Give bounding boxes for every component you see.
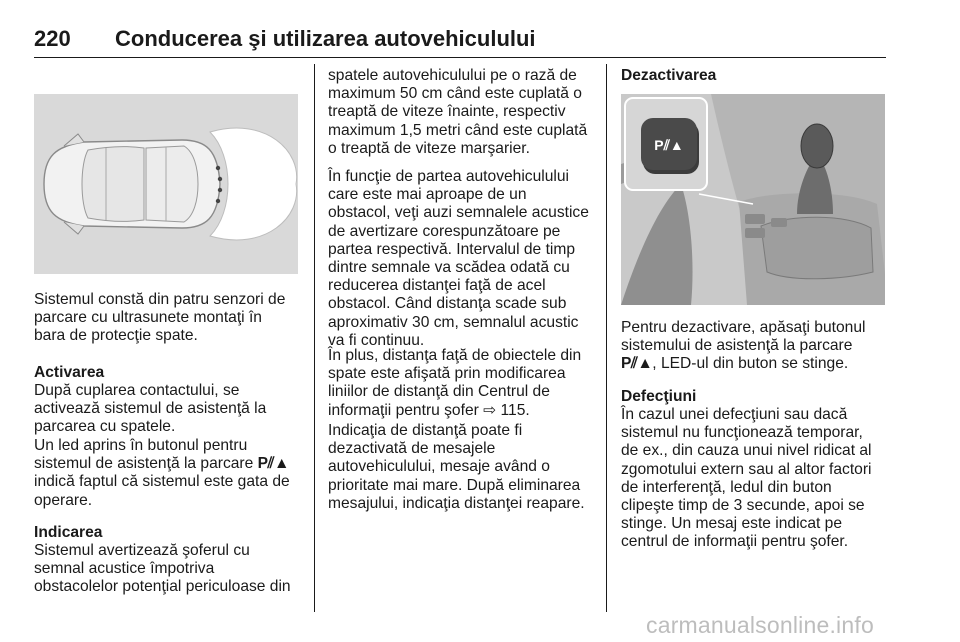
indication-paragraph: Sistemul avertizează şoferul cu semnal acustice împotriva obstacolelor potenţial periculoase din: [34, 542, 291, 596]
distance-indication-paragraph: Indicaţia de distanţă poate fi dezactivată de mesajele autovehiculului, mesaje având o prioritate mai mare. După eliminarea mesajului, indicaţia distanţei reapare.: [328, 422, 585, 512]
led-text-part2: indică faptul că sistemul este gata de operare.: [34, 473, 290, 509]
led-paragraph: [34, 437, 290, 510]
page-title: Conducerea şi utilizarea autovehiculului: [115, 26, 536, 51]
parking-sensor-illustration: [34, 94, 298, 274]
deactivation-paragraph: [621, 319, 865, 374]
page-header: [34, 24, 886, 58]
intro-paragraph: Sistemul constă din patru senzori de parcare cu ultrasunete montaţi în bara de protecţie spate.: [34, 291, 286, 345]
range-paragraph: spatele autovehiculului pe o rază de maximum 50 cm când este cuplată o treaptă de viteze înainte, respectiv maximum 1,5 metri când este cuplată o treaptă de viteze marşarier.: [328, 67, 588, 157]
column-divider-2: [606, 64, 607, 612]
led-text-part1: Un led aprins în butonul pentru sistemul de asistenţă la parcare: [34, 437, 258, 473]
column-divider-1: [314, 64, 315, 612]
dashboard-button-illustration: [621, 94, 885, 305]
activation-paragraph: După cuplarea contactului, se activează sistemul de asistenţă la parcarea cu spatele.: [34, 382, 267, 436]
page-number: 220: [34, 26, 71, 51]
faults-paragraph: În cazul unei defecţiuni sau dacă sistemul nu funcţionează temporar, de ex., din cauza unui nivel ridicat al zgomotului extern sau al altor factori de interferenţă, ledul din buton clipeşte timp de 3 secunde, apoi se stinge. Un mesaj este indicat pe centrul de informaţii pentru şofer.: [621, 406, 872, 551]
activation-heading: Activarea: [34, 364, 105, 381]
watermark: carmanualsonline.info: [646, 612, 874, 638]
deactivation-text-part2: , LED-ul din buton se stinge.: [652, 355, 849, 373]
faults-heading: Defecţiuni: [621, 388, 697, 405]
distance-display-paragraph: În plus, distanţa faţă de obiectele din spate este afişată prin modificarea liniilor de distanţă din Centrul de informaţii pentru şofer ⇨ 115.: [328, 347, 582, 419]
deactivation-text-part1: Pentru dezactivare, apăsaţi butonul sistemului de asistenţă la parcare: [621, 319, 866, 355]
park-assist-icon: P⫽▲: [257, 455, 289, 473]
indication-heading: Indicarea: [34, 524, 103, 541]
park-assist-icon-inline: P⫽▲: [621, 355, 653, 373]
deactivation-heading: Dezactivarea: [621, 67, 717, 84]
signals-paragraph: În funcţie de partea autovehiculului care este mai aproape de un obstacol, veţi auzi semnalele acustice de avertizare corespunzătoare pe partea respectivă. Intervalul de timp dintre semnale va scădea odată cu reducerea distanţei faţă de acel obstacol. Când distanţa scade sub aproximativ 30 cm, semnalul acustic va fi continuu.: [328, 168, 589, 349]
button-glyph: P⫽▲: [654, 137, 684, 153]
